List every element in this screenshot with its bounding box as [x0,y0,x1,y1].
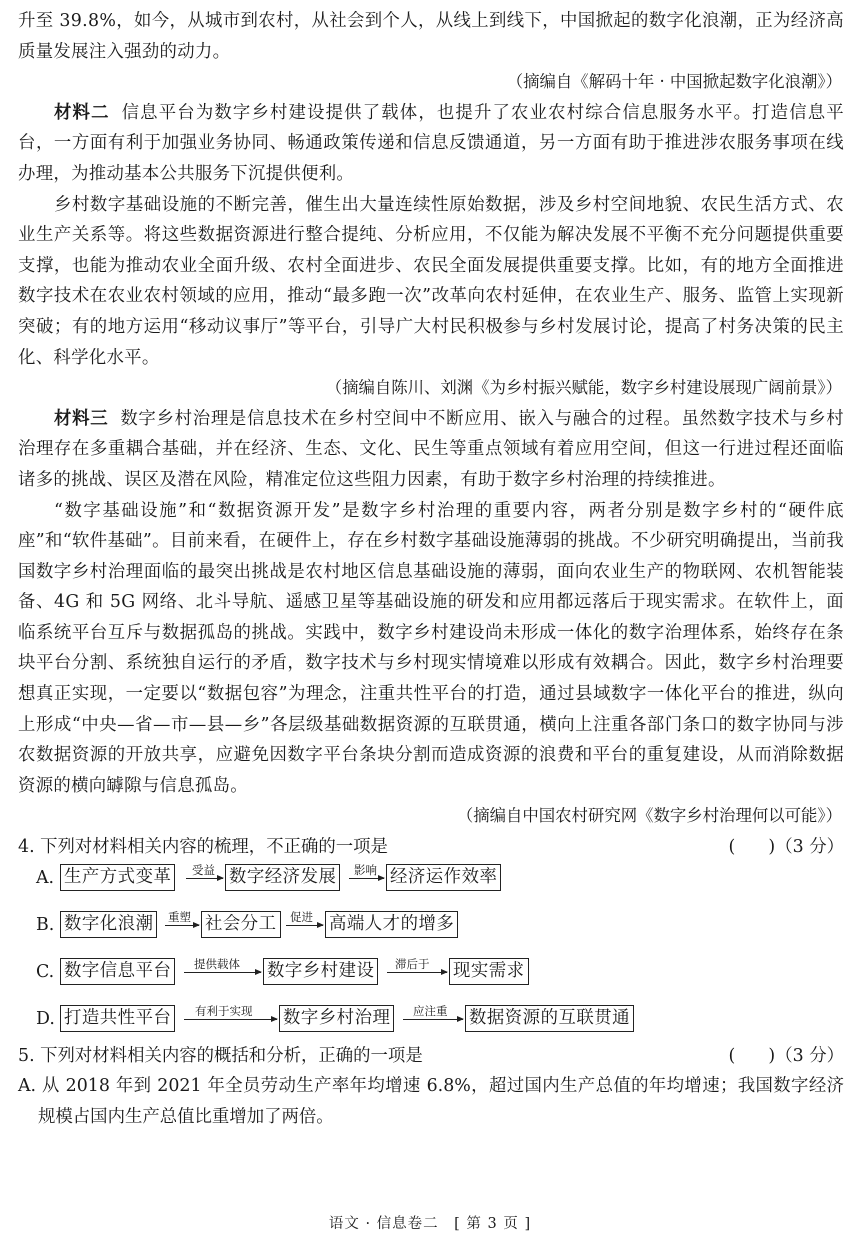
arrow-label: 影响 [354,863,377,878]
material3-heading: 材料三 [54,408,109,429]
question-5-stem [18,1041,844,1071]
material2-p1 [18,98,844,190]
flow-box: 数字经济发展 [225,864,340,891]
flow-arrow [286,910,323,926]
page-footer: 语文 · 信息卷二 [ 第 3 页 ] [328,1216,532,1232]
flow-box: 数字信息平台 [60,958,175,985]
source-citation-3: （摘编自中国农村研究网《数字乡村治理何以可能》） [456,806,842,826]
flow-arrow [403,1004,463,1020]
flow-arrow [349,863,384,879]
arrow-label: 受益 [192,863,215,878]
material2-p1-text: 信息平台为数字乡村建设提供了载体，也提升了农业农村综合信息服务水平。打造信息平台，一方面有利于加强业务协同、畅通政策传递和信息反馈通道，另一方面有助于推进涉农服务事项在线办理，为推动基本公共服务下沉提供便利。 [18,102,844,184]
flow-box: 数字乡村治理 [279,1005,394,1032]
flow-box: 生产方式变革 [60,864,175,891]
page-content [18,0,844,1132]
option-c[interactable] [18,956,844,992]
question-4-stem [18,832,844,862]
question-4-score: ( )（3 分） [728,837,844,858]
q5-option-a[interactable]: A. 从 2018 年到 2021 年全员劳动生产率年均增速 6.8%，超过国内生产总值的年均增速；我国数字经济规模占国内生产总值比重增加了两倍。 [18,1076,844,1127]
source-citation-2: （摘编自陈川、刘渊《为乡村振兴赋能，数字乡村建设展现广阔前景》） [325,378,842,398]
option-letter: C. [36,962,55,983]
paragraph-intro: 升至 39.8%，如今，从城市到农村，从社会到个人，从线上到线下，中国掀起的数字化浪潮，正为经济高质量发展注入强劲的动力。 [18,11,844,62]
material2-p2: 乡村数字基础设施的不断完善，催生出大量连续性原始数据，涉及乡村空间地貌、农民生活方式、农业生产关系等。将这些数据资源进行整合提纯、分析应用，不仅能为解决发展不平衡不充分问题提供重要支撑，也能为推动农业全面升级、农村全面进步、农民全面发展提供重要支撑。比如，有的地方全面推进数字技术在农业农村领域的应用，推动“最多跑一次”改革向农村延伸，在农业生产、服务、监管上实现新突破；有的地方运用“移动议事厅”等平台，引导广大村民积极参与乡村发展讨论，提高了村务决策的民主化、科学化水平。 [18,194,844,368]
flow-arrow [387,957,447,973]
material3-p1 [18,404,844,496]
arrow-label: 滞后于 [395,957,430,972]
flow-box: 数据资源的互联贯通 [465,1005,634,1032]
arrow-label: 重塑 [168,910,191,925]
source-citation-1: （摘编自《解码十年 · 中国掀起数字化浪潮》） [506,72,842,92]
material3-p2: “数字基础设施”和“数据资源开发”是数字乡村治理的重要内容，两者分别是数字乡村的“硬件底座”和“软件基础”。目前来看，在硬件上，存在乡村数字基础设施薄弱的挑战。不少研究明确提出，当前我国数字乡村治理面临的最突出挑战是农村地区信息基础设施的薄弱，面向农业生产的物联网、农机智能装备、4G 和 5G 网络、北斗导航、遥感卫星等基础设施的研发和应用都远落后于现实需求。在软件上，面临系统平台互斥与数据孤岛的挑战。实践中，数字乡村建设尚未形成一体化的数字治理体系，始终存在条块平台分割、系统独自运行的矛盾，数字技术与乡村现实情境难以形成有效耦合。因此，数字乡村治理要想真正实现，一定要以“数据包容”为理念，注重共性平台的打造，通过县域数字一体化平台的推进，纵向上形成“中央—省—市—县—乡”各层级基础数据资源的互联贯通，横向上注重各部门条口的数字协同与涉农数据资源的开放共享，应避免因数字平台条块分割而造成资源的浪费和平台的重复建设，从而消除数据资源的横向罅隙与信息孤岛。 [18,500,844,796]
option-letter: A. [36,868,55,889]
flow-arrow [165,910,199,926]
flow-box: 数字乡村建设 [263,958,378,985]
option-b[interactable] [18,909,844,945]
flow-box: 现实需求 [449,958,529,985]
arrow-label: 应注重 [413,1004,448,1019]
flow-box: 数字化浪潮 [60,911,157,938]
question-5-text: 5. 下列对材料相关内容的概括和分析，正确的一项是 [18,1046,423,1067]
option-letter: D. [36,1009,55,1030]
material3-p1-text: 数字乡村治理是信息技术在乡村空间中不断应用、嵌入与融合的过程。虽然数字技术与乡村治理存在多重耦合基础，并在经济、生态、文化、民生等重点领域有着应用空间，但这一行进过程还面临诸多的挑战、误区及潜在风险，精准定位这些阻力因素，有助于数字乡村治理的持续推进。 [18,408,844,490]
flow-arrow [184,957,261,973]
flow-arrow [186,863,223,879]
flow-box: 打造共性平台 [60,1005,175,1032]
flow-box: 经济运作效率 [386,864,501,891]
option-letter: B. [36,915,55,936]
arrow-label: 促进 [290,910,313,925]
option-d[interactable] [18,1003,844,1039]
flow-arrow [184,1004,277,1020]
material2-heading: 材料二 [54,102,110,123]
arrow-label: 提供载体 [194,957,240,972]
flow-box: 高端人才的增多 [325,911,458,938]
flow-box: 社会分工 [201,911,281,938]
question-4-text: 4. 下列对材料相关内容的梳理，不正确的一项是 [18,837,388,858]
question-5-score: ( )（3 分） [728,1046,844,1067]
arrow-label: 有利于实现 [195,1004,253,1019]
option-a[interactable] [18,862,844,898]
